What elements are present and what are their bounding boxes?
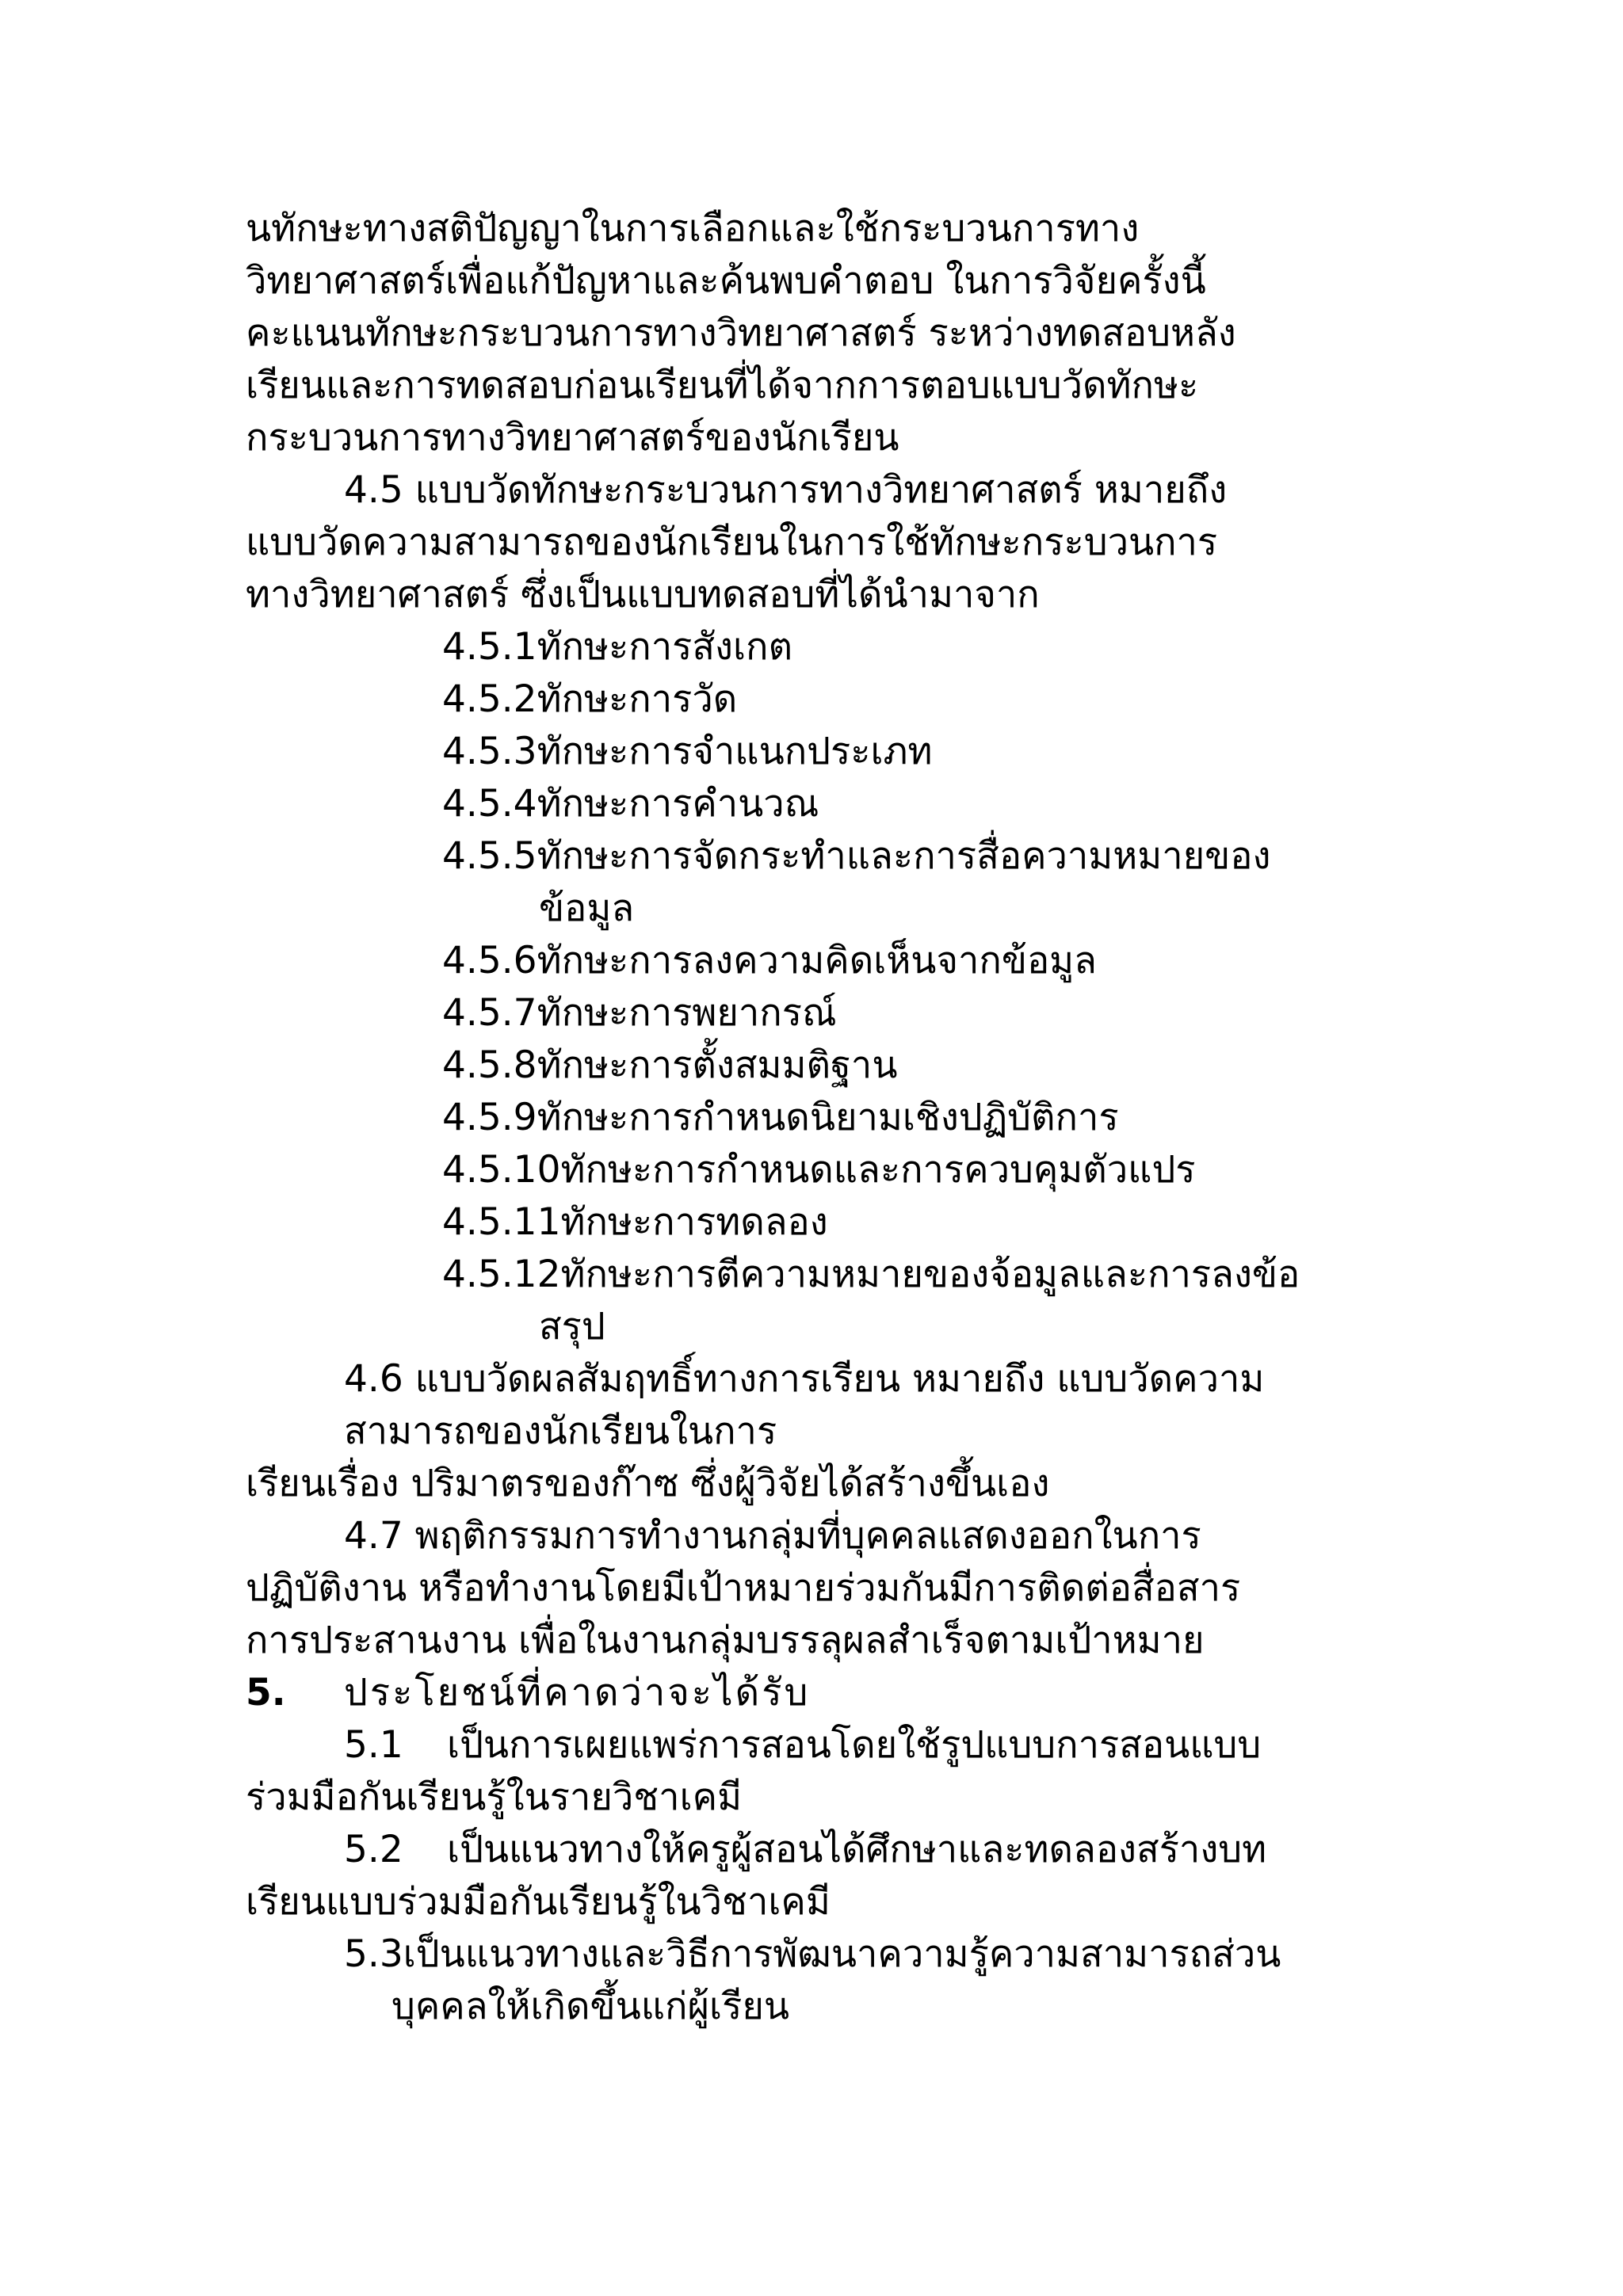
list-item: 4.5.4ทักษะการคำนวณ bbox=[442, 782, 819, 826]
list-item: 4.5.7ทักษะการพยากรณ์ bbox=[442, 991, 837, 1035]
paragraph-line: เรียนเรื่อง ปริมาตรของก๊าซ ซึ่งผู้วิจัยได้สร้างขึ้นเอง bbox=[246, 1462, 1050, 1505]
list-item: 4.5.3ทักษะการจำแนกประเภท bbox=[442, 730, 933, 773]
list-item: 4.5.5ทักษะการจัดกระทำและการสื่อความหมายของ bbox=[442, 834, 1271, 878]
paragraph-line: กระบวนการทางวิทยาศาสตร์ของนักเรียน bbox=[246, 416, 899, 460]
paragraph-line: คะแนนทักษะกระบวนการทางวิทยาศาสตร์ ระหว่างทดสอบหลัง bbox=[246, 311, 1236, 355]
paragraph-line: เป็นแนวทางให้ครูผู้สอนได้ศึกษาและทดลองสร้างบท bbox=[447, 1828, 1267, 1871]
section-4-6-heading: 4.6 แบบวัดผลสัมฤทธิ์ทางการเรียน หมายถึง แบบวัดความ bbox=[344, 1357, 1265, 1401]
list-item-continuation: สรุป bbox=[539, 1305, 605, 1348]
list-item-continuation: ข้อมูล bbox=[539, 887, 635, 930]
list-item: 4.5.9ทักษะการกำหนดนิยามเชิงปฏิบัติการ bbox=[442, 1096, 1119, 1139]
paragraph-line: เรียนแบบร่วมมือกันเรียนรู้ในวิชาเคมี bbox=[246, 1880, 831, 1924]
paragraph-line: แบบวัดความสามารถของนักเรียนในการใช้ทักษะกระบวนการ bbox=[246, 521, 1218, 564]
paragraph-line: บุคคลให้เกิดขึ้นแก่ผู้เรียน bbox=[391, 1985, 790, 2028]
list-item: 4.5.10ทักษะการกำหนดและการควบคุมตัวแปร bbox=[442, 1148, 1196, 1192]
section-5-number: 5. bbox=[246, 1671, 286, 1714]
paragraph-line: 5.3เป็นแนวทางและวิธีการพัฒนาความรู้ความสามารถส่วน bbox=[344, 1932, 1281, 1976]
list-item: 4.5.11ทักษะการทดลอง bbox=[442, 1200, 828, 1244]
list-item: 4.5.2ทักษะการวัด bbox=[442, 677, 738, 721]
paragraph-line: นทักษะทางสติปัญญาในการเลือกและใช้กระบวนการทาง bbox=[246, 207, 1140, 250]
paragraph-line: ร่วมมือกันเรียนรู้ในรายวิชาเคมี bbox=[246, 1775, 743, 1819]
item-5-2-number: 5.2 bbox=[344, 1828, 403, 1871]
paragraph-line: ปฏิบัติงาน หรือทำงานโดยมีเป้าหมายร่วมกันมีการติดต่อสื่อสาร bbox=[246, 1566, 1241, 1610]
section-4-5-heading: 4.5 แบบวัดทักษะกระบวนการทางวิทยาศาสตร์ หมายถึง bbox=[344, 468, 1228, 512]
section-5-title: ประโยชน์ที่คาดว่าจะได้รับ bbox=[344, 1671, 811, 1714]
list-item: 4.5.6ทักษะการลงความคิดเห็นจากข้อมูล bbox=[442, 939, 1097, 982]
list-item: 4.5.8ทักษะการตั้งสมมติฐาน bbox=[442, 1043, 898, 1087]
paragraph-line: ทางวิทยาศาสตร์ ซึ่งเป็นแบบทดสอบที่ได้นำมาจาก bbox=[246, 573, 1040, 616]
section-4-7-heading: 4.7 พฤติกรรมการทำงานกลุ่มที่บุคคลแสดงออกในการ bbox=[344, 1514, 1201, 1558]
item-5-1-number: 5.1 bbox=[344, 1723, 403, 1767]
list-item: 4.5.12ทักษะการตีความหมายของจ้อมูลและการลงข้อ bbox=[442, 1253, 1300, 1296]
paragraph-line: เป็นการเผยแพร่การสอนโดยใช้รูปแบบการสอนแบบ bbox=[447, 1723, 1262, 1767]
paragraph-line: วิทยาศาสตร์เพื่อแก้ปัญหาและค้นพบคำตอบ ในการวิจัยครั้งนี้ bbox=[246, 259, 1206, 303]
list-item: 4.5.1ทักษะการสังเกต bbox=[442, 625, 793, 669]
paragraph-line: เรียนและการทดสอบก่อนเรียนที่ได้จากการตอบแบบวัดทักษะ bbox=[246, 364, 1199, 407]
paragraph-line: สามารถของนักเรียนในการ bbox=[344, 1409, 777, 1453]
paragraph-line: การประสานงาน เพื่อในงานกลุ่มบรรลุผลสำเร็จตามเป้าหมาย bbox=[246, 1619, 1205, 1662]
